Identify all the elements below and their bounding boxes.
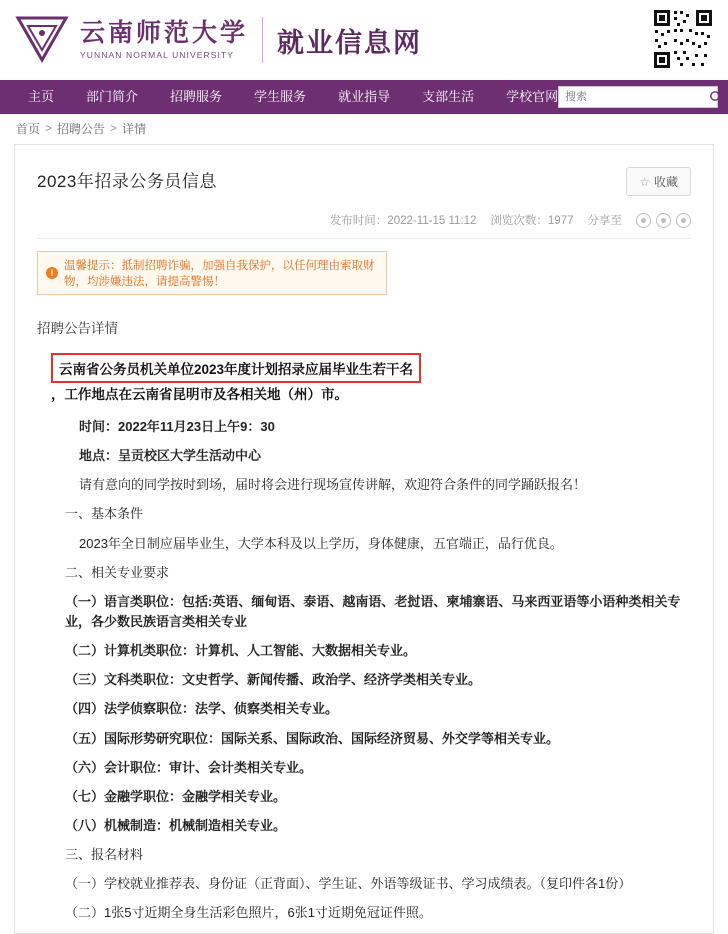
article-body [37, 417, 691, 924]
breadcrumb [0, 114, 728, 142]
article-paragraph: 时间：2022年11月23日上午9：30 [79, 419, 275, 434]
article-paragraph: （三）文科类职位：文史哲学、新闻传播、政治学、经济学类相关专业。 [65, 672, 482, 688]
publish-time: 发布时间：2022-11-15 11:12 [329, 215, 477, 227]
article-paragraph: （一）语言类职位：包括:英语、缅甸语、泰语、越南语、老挝语、柬埔寨语、马来西亚语等小语种类相关专业，各少数民族语言类相关专业 [65, 593, 681, 629]
article-title-row [37, 145, 691, 196]
main-navigation [0, 80, 728, 114]
article-paragraph: 一、基本条件 [65, 506, 144, 522]
warning-icon: ! [46, 267, 58, 279]
header-divider [262, 17, 263, 63]
university-emblem-icon [14, 14, 70, 66]
search-input[interactable] [563, 88, 709, 106]
article-paragraph: （五）国际形势研究职位：国际关系、国际政治、国际经济贸易、外交学等相关专业。 [65, 730, 560, 746]
article-paragraph: 二、相关专业要求 [65, 564, 170, 580]
share-wechat-icon[interactable] [636, 213, 651, 228]
article-paragraph: 请有意向的同学按时到场，届时将会进行现场宣传讲解，欢迎符合条件的同学踊跃报名！ [79, 477, 587, 493]
share-label: 分享至 [587, 215, 622, 227]
article-paragraph: （四）法学侦察职位：法学、侦察类相关专业。 [65, 701, 339, 717]
breadcrumb-separator-2: > [110, 121, 118, 135]
qr-code-icon [652, 8, 714, 70]
search-icon[interactable] [709, 90, 723, 104]
share-weibo-icon[interactable] [656, 213, 671, 228]
view-count: 浏览次数：1977 [490, 215, 574, 227]
nav-item-university-site[interactable]: 学校官网 [506, 89, 559, 104]
article-paragraph: 地点：呈贡校区大学生活动中心 [79, 448, 262, 464]
section-label-details: 招聘公告详情 [37, 321, 118, 336]
article-paragraph: 三、报名材料 [65, 847, 144, 863]
scam-warning-text: 温馨提示：抵制招聘诈骗，加强自我保护，以任何理由索取财物，均涉嫌违法，请提高警惕！ [64, 260, 375, 288]
breadcrumb-category[interactable]: 招聘公告 [57, 121, 106, 136]
article-lead [37, 353, 691, 403]
nav-item-home[interactable]: 主页 [28, 89, 55, 104]
article-paragraph: 2023年全日制应届毕业生，大学本科及以上学历，身体健康，五官端正，品行优良。 [79, 535, 563, 551]
site-title: 就业信息网 [277, 27, 423, 58]
scam-warning-banner [37, 251, 387, 295]
nav-item-recruitment-service[interactable]: 招聘服务 [170, 89, 223, 104]
breadcrumb-current: 详情 [122, 121, 147, 136]
nav-item-student-service[interactable]: 学生服务 [254, 89, 307, 104]
search-box[interactable] [558, 86, 718, 108]
page-title: 2023年招录公务员信息 [37, 172, 217, 191]
favorite-button-label: 收藏 [653, 175, 678, 189]
university-name-cn: 云南师范大学 [80, 19, 249, 47]
article-paragraph: （二）计算机类职位：计算机、人工智能、大数据相关专业。 [65, 643, 417, 659]
site-header [0, 0, 728, 80]
article-paragraph: （二）1张5寸近期全身生活彩色照片，6张1寸近期免冠证件照。 [65, 905, 432, 921]
article-meta [37, 196, 691, 239]
university-name-en: YUNNAN NORMAL UNIVERSITY [80, 49, 235, 60]
nav-item-department-intro[interactable]: 部门简介 [86, 89, 139, 104]
nav-item-branch-life[interactable]: 支部生活 [422, 89, 475, 104]
nav-item-career-guidance[interactable]: 就业指导 [338, 89, 391, 104]
share-qq-icon[interactable] [676, 213, 691, 228]
highlighted-lead-text: 云南省公务员机关单位2023年度计划招录应届毕业生若干名 [51, 353, 421, 383]
article-paragraph: （六）会计职位：审计、会计类相关专业。 [65, 759, 313, 775]
article-card [14, 144, 714, 934]
lead-remainder-text: ，工作地点在云南省昆明市及各相关地（州）市。 [51, 387, 348, 402]
share-icons[interactable] [636, 213, 691, 228]
breadcrumb-home[interactable]: 首页 [16, 121, 41, 136]
site-logo[interactable] [14, 14, 248, 66]
article-paragraph: （七）金融学职位：金融学相关专业。 [65, 788, 287, 804]
article-paragraph: （一）学校就业推荐表、身份证（正背面）、学生证、外语等级证书、学习成绩表。（复印件各1份） [65, 876, 632, 892]
breadcrumb-separator-1: > [45, 121, 53, 135]
favorite-button[interactable] [626, 167, 691, 196]
star-icon: ☆ [639, 174, 650, 189]
article-paragraph: （八）机械制造：机械制造相关专业。 [65, 817, 287, 833]
